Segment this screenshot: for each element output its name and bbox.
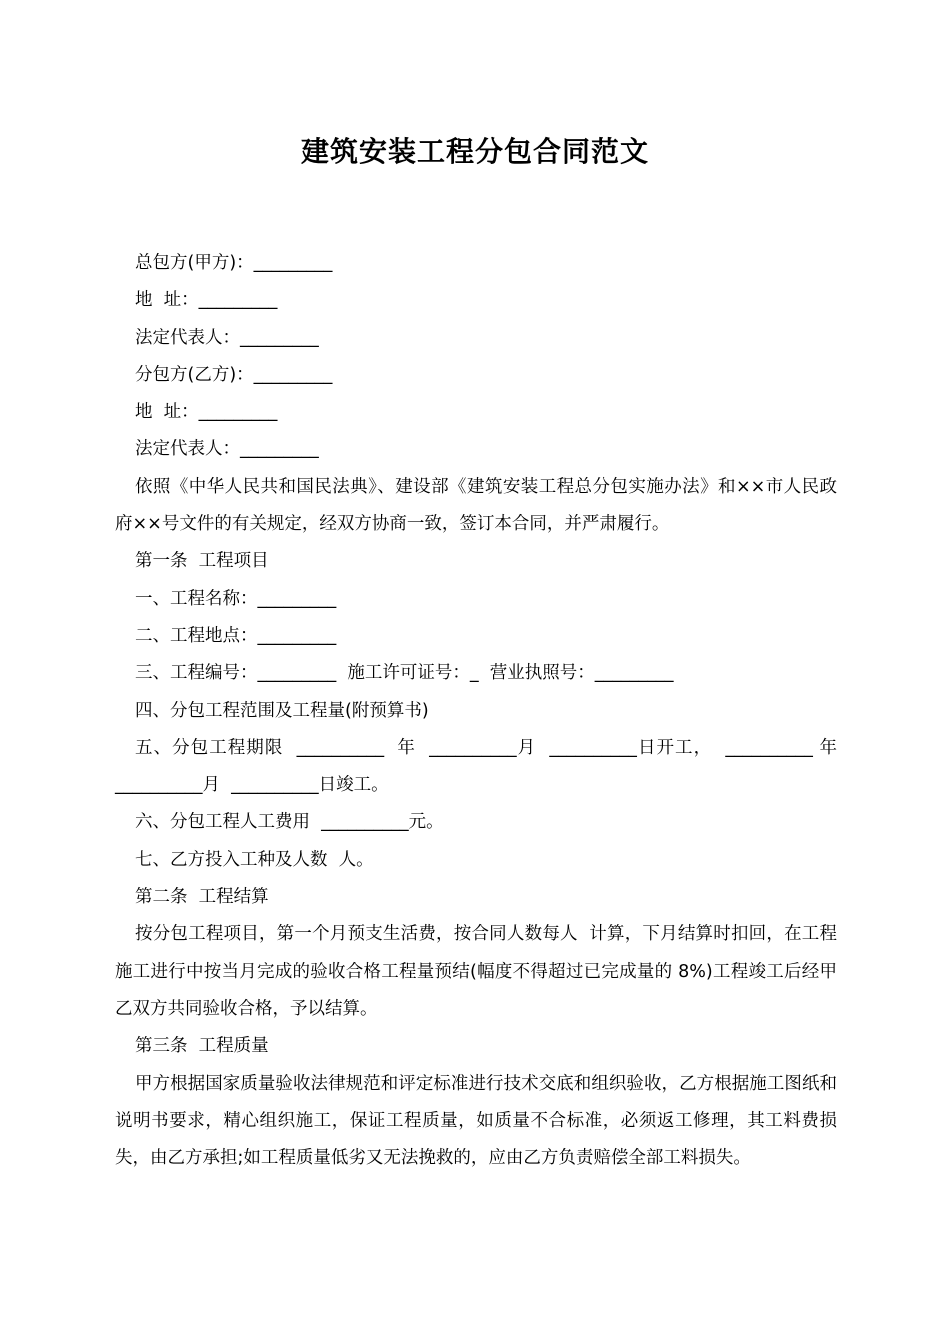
labor-cost-item: 六、分包工程人工费用 __________元。 <box>135 812 444 833</box>
party-b-address-field: 地 址：_________ <box>135 402 278 423</box>
project-number-field: 三、工程编号：_________ 施工许可证号：_ 营业执照号：_________ <box>135 663 674 684</box>
period-item: 五、分包工程期限 __________ 年 __________月 __________日开工， __________ 年 __________月 __________日竣工。 <box>115 737 849 796</box>
workforce-item: 七、乙方投入工种及人数 人。 <box>135 849 374 870</box>
article-1-heading: 第一条 工程项目 <box>135 551 269 572</box>
document-body <box>115 245 849 1177</box>
scope-item: 四、分包工程范围及工程量(附预算书) <box>135 700 429 721</box>
document-title: 建筑安装工程分包合同范文 <box>300 135 649 168</box>
quality-paragraph: 甲方根据国家质量验收法律规范和评定标准进行技术交底和组织验收，乙方根据施工图纸和说明书要求，精心组织施工，保证工程质量，如质量不合标准，必须返工修理，其工料费损失，由乙方承担;如工程质量低劣又无法挽救的，应由乙方负责赔偿全部工料损失。 <box>115 1073 837 1169</box>
article-2-heading: 第二条 工程结算 <box>135 887 269 908</box>
party-a-address-field: 地 址：_________ <box>135 290 278 311</box>
article-3-heading: 第三条 工程质量 <box>135 1036 269 1057</box>
project-name-field: 一、工程名称：_________ <box>135 588 337 609</box>
party-a-field: 总包方(甲方)：_________ <box>135 253 333 273</box>
party-b-field: 分包方(乙方)：_________ <box>135 364 333 385</box>
preamble-paragraph: 依照《中华人民共和国民法典》、建设部《建筑安装工程总分包实施办法》和××市人民政府××号文件的有关规定，经双方协商一致，签订本合同，并严肃履行。 <box>115 476 837 535</box>
project-location-field: 二、工程地点：_________ <box>135 625 337 646</box>
party-b-representative-field: 法定代表人：_________ <box>135 439 319 460</box>
party-a-representative-field: 法定代表人：_________ <box>135 327 319 348</box>
settlement-paragraph: 按分包工程项目，第一个月预支生活费，按合同人数每人 计算，下月结算时扣回，在工程施工进行中按当月完成的验收合格工程量预结(幅度不得超过已完成量的 8%)工程竣工后经甲乙双方共同验收合格，予以结算。 <box>115 924 837 1019</box>
